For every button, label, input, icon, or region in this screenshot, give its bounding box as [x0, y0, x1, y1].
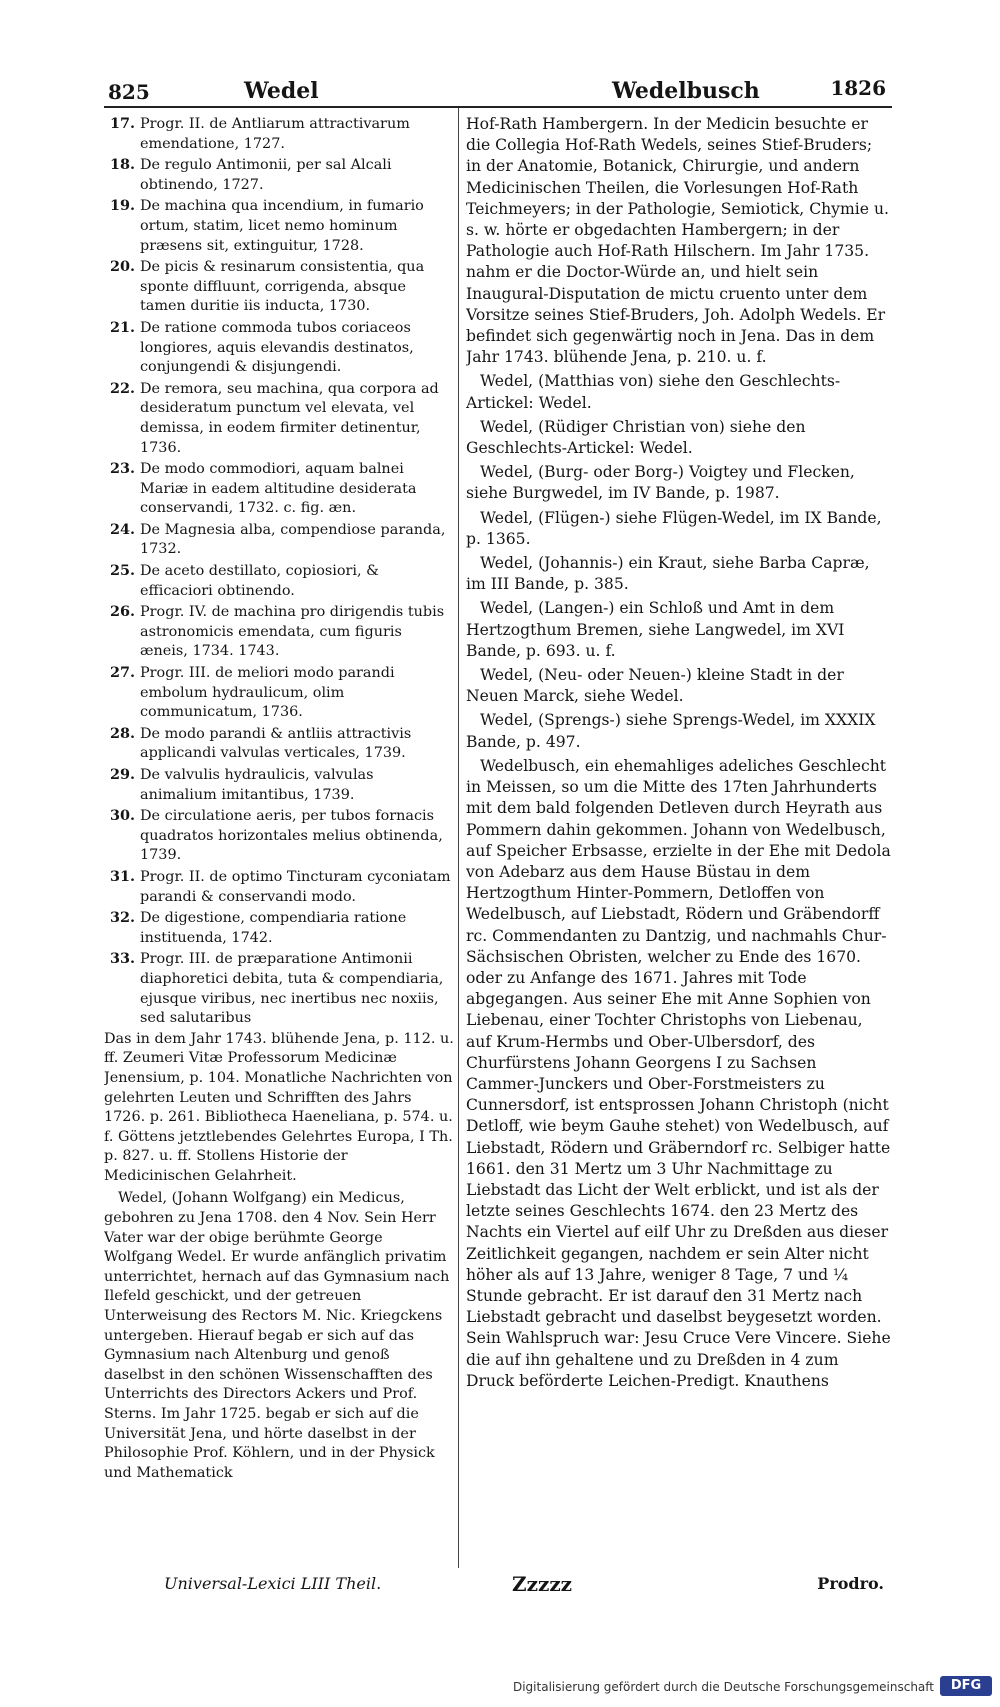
- entry-number: 28.: [110, 724, 136, 742]
- entry-number: 24.: [110, 520, 136, 538]
- bibliography-entry: [104, 908, 454, 948]
- entry-text: De regulo Antimonii, per sal Alcali obtinendo, 1727.: [140, 157, 392, 193]
- entry-number: 32.: [110, 909, 136, 927]
- entry-text: De machina qua incendium, in fumario ortum, statim, licet nemo hominum præsens sit, extinguitur, 1728.: [140, 198, 424, 254]
- bibliography-entry: [104, 867, 454, 907]
- entry-number: 21.: [110, 318, 136, 336]
- entry-text: De valvulis hydraulicis, valvulas animalium imitantibus, 1739.: [140, 767, 374, 803]
- entry-wedelbusch: Wedelbusch, ein ehemahliges adeliches Geschlecht in Meissen, so um die Mitte des 17ten Jahrhunderts mit dem bald folgenden Detleven durch Heyrath aus Pommern dahin gekommen. Johann von Wedelbusch, auf Speicher Erbsasse, erzielte in der Ehe mit Dedola von Adebarz aus dem Hause Büstau in dem Hertzogthum Hinter-Pommern, Detloffen von Wedelbusch, auf Liebstadt, Rödern und Gräbendorff rc. Commendanten zu Dantzig, und nachmahls Chur-Sächsischen Obristen, welcher zu Ende des 1670. oder zu Anfange des 1671. Jahres mit Tode abgegangen. Aus seiner Ehe mit Anne Sophien von Liebenau, einer Tochter Christophs von Liebenau, auf Krum-Hermbs und Ober-Ulbersdorf, des Churfürstens Johann Georgens I zu Sachsen Cammer-Junckers und Ober-Forstmeisters zu Cunnersdorf, ist entsprossen Johann Christoph (nicht Detloff, wie beym Gauhe stehet) von Wedelbusch, auf Liebstadt, Rödern und Gräberndorf rc. Selbiger hatte 1661. den 31 Mertz um 3 Uhr Nachmittage zu Liebstadt das Licht der Welt erblickt, und ist als der letzte seines Geschlechts 1674. den 23 Mertz des Nachts ein Viertel auf eilf Uhr zu Dreßden aus dieser Zeitlichkeit gegangen, nachdem er sein Alter nicht höher als auf 13 Jahre, weniger 8 Tage, 7 und ¼ Stunde gebracht. Er ist darauf den 31 Mertz nach Liebstadt gebracht und daselbst beygesetzt worden. Sein Wahlspruch war: Jesu Cruce Vere Vincere. Siehe die auf ihn gehaltene und zu Dreßden in 4 zum Druck beförderte Leichen-Predigt. Knauthens: [466, 756, 891, 1390]
- entry-number: 27.: [110, 664, 136, 682]
- entry-text: De picis & resinarum consistentia, qua sponte diffluunt, corrigenda, absque tamen duritie iis inducta, 1730.: [140, 259, 425, 315]
- bibliography-entry: [104, 520, 454, 560]
- bibliography-entry: [104, 663, 454, 723]
- entry-text: Progr. II. de Antliarum attractivarum emendatione, 1727.: [140, 116, 410, 152]
- right-page-number: 1826: [830, 76, 886, 100]
- entry-text: De remora, seu machina, qua corpora ad desideratum punctum vel elevata, vel demissa, in eodem firmiter detinentur, 1736.: [140, 380, 439, 456]
- page-header: [92, 66, 892, 102]
- left-running-head: Wedel: [244, 78, 319, 104]
- bibliography-entry: [104, 724, 454, 764]
- entry-text: De circulatione aeris, per tubos fornacis quadratos horizontales melius obtinenda, 1739.: [140, 808, 443, 864]
- entry-text: Progr. III. de præparatione Antimonii diaphoretici debita, tuta & compendiaria, ejusque viribus, nec inertibus nec noxiis, sed salutaribus: [140, 951, 444, 1027]
- column-divider: [458, 108, 459, 1568]
- entry-text: De Magnesia alba, compendiose paranda, 1732.: [140, 521, 446, 558]
- entry-text: De modo commodiori, aquam balnei Mariæ in eadem altitudine desiderata conservandi, 1732. c. fig. æn.: [140, 461, 417, 517]
- bibliography-entry: [104, 114, 454, 154]
- entry-text: Progr. IV. de machina pro dirigendis tubis astronomicis emendata, cum figuris æneis, 1734. 1743.: [140, 604, 445, 660]
- bibliography-entry: [104, 806, 454, 866]
- cross-reference-entry: Wedel, (Johannis-) ein Kraut, siehe Barba Capræ, im III Bande, p. 385.: [466, 554, 870, 594]
- bibliography-entry: [104, 602, 454, 662]
- digitization-credit: Digitalisierung gefördert durch die Deutsche Forschungsgemeinschaft: [512, 1680, 934, 1694]
- entry-text: De ratione commoda tubos coriaceos longiores, aquis elevandis destinatos, conjungendi & disjungendi.: [140, 319, 414, 376]
- entry-number: 33.: [110, 950, 136, 968]
- right-column: [466, 114, 891, 1395]
- entry-number: 23.: [110, 460, 136, 478]
- bibliography-entry: [104, 561, 454, 601]
- entry-number: 17.: [110, 115, 136, 132]
- cross-reference-entry: Wedel, (Burg- oder Borg-) Voigtey und Flecken, siehe Burgwedel, im IV Bande, p. 1987.: [466, 463, 855, 503]
- entry-text: De aceto destillato, copiosiori, & efficaciori obtinendo.: [140, 563, 379, 599]
- left-page-number: 825: [108, 80, 150, 104]
- entry-number: 20.: [110, 258, 136, 276]
- entry-number: 25.: [110, 562, 136, 580]
- page-footer: [92, 1568, 892, 1608]
- right-running-head: Wedelbusch: [612, 78, 760, 104]
- bibliography-entry: [104, 949, 454, 1028]
- cross-reference-entry: Wedel, (Flügen-) siehe Flügen-Wedel, im IX Bande, p. 1365.: [466, 508, 882, 548]
- entry-number: 29.: [110, 766, 136, 783]
- cross-reference-entry: Wedel, (Sprengs-) siehe Sprengs-Wedel, im XXXIX Bande, p. 497.: [466, 711, 876, 751]
- footer-volume-title: Universal-Lexici LIII Theil.: [164, 1574, 382, 1593]
- catchword: Prodro.: [817, 1574, 884, 1593]
- signature-mark: Zzzzz: [512, 1572, 573, 1596]
- cross-reference-entry: Wedel, (Neu- oder Neuen-) kleine Stadt in der Neuen Marck, siehe Wedel.: [466, 666, 844, 706]
- entry-number: 22.: [110, 379, 136, 397]
- bibliography-entry: [104, 257, 454, 317]
- bibliography-entry: [104, 765, 454, 805]
- entry-number: 31.: [110, 867, 136, 885]
- entry-text: Progr. III. de meliori modo parandi embolum hydraulicum, olim communicatum, 1736.: [140, 665, 395, 721]
- left-column: [104, 114, 454, 1486]
- entry-text: Progr. II. de optimo Tincturam cyconiatam parandi & conservandi modo.: [140, 868, 451, 905]
- bibliography-entry: [104, 196, 454, 256]
- entry-text: De modo parandi & antliis attractivis applicandi valvulas verticales, 1739.: [140, 725, 412, 762]
- entry-number: 30.: [110, 807, 136, 825]
- entry-number: 26.: [110, 603, 136, 621]
- cross-reference-entry: Wedel, (Rüdiger Christian von) siehe den Geschlechts-Artickel: Wedel.: [466, 417, 806, 458]
- bibliography-entry: [104, 379, 454, 458]
- bibliography-entry: [104, 155, 454, 195]
- bibliography-entry: [104, 459, 454, 519]
- document-page: [92, 66, 892, 1646]
- entry-number: 19.: [110, 197, 136, 215]
- cross-reference-entry: Wedel, (Langen-) ein Schloß und Amt in dem Hertzogthum Bremen, siehe Langwedel, im XVI Bande, p. 693. u. f.: [466, 599, 845, 660]
- continuation-paragraph: Hof-Rath Hambergern. In der Medicin besuchte er die Collegia Hof-Rath Wedels, seines Stief-Bruders; in der Anatomie, Botanick, Chirurgie, und andern Medicinischen Theilen, die Vorlesungen Hof-Rath Teichmeyers; in der Pathologie, Semiotick, Chymie u. s. w. hörte er obgedachten Hambergern; in der Pathologie auch Hof-Rath Hilschern. Im Jahr 1735. nahm er die Doctor-Würde an, und hielt sein Inaugural-Disputation de mictu cruento unter dem Vorsitze seines Stief-Bruders, Joh. Adolph Wedels. Er befindet sich gegenwärtig noch in Jena. Das in dem Jahr 1743. blühende Jena, p. 210. u. f.: [466, 115, 889, 367]
- sources-paragraph: Das in dem Jahr 1743. blühende Jena, p. 112. u. ff. Zeumeri Vitæ Professorum Medicinæ Jenensium, p. 104. Monatliche Nachrichten von gelehrten Leuten und Schrifften des Jahrs 1726. p. 261. Bibliotheca Haeneliana, p. 574. u. f. Göttens jetztlebendes Gelehrtes Europa, I Th. p. 827. u. ff. Stollens Historie der Medicinischen Gelahrheit.: [104, 1030, 454, 1184]
- entry-wedel-johann-wolfgang: Wedel, (Johann Wolfgang) ein Medicus, gebohren zu Jena 1708. den 4 Nov. Sein Herr Vater war der obige berühmte George Wolfgang Wedel. Er wurde anfänglich privatim unterrichtet, hernach auf das Gymnasium nach Ilefeld geschickt, und der getreuen Unterweisung des Rectors M. Nic. Kriegckens untergeben. Hierauf begab er sich auf das Gymnasium nach Altenburg und genoß daselbst in den schönen Wissenschafften des Unterrichts des Directors Ackers und Prof. Sterns. Im Jahr 1725. begab er sich auf die Universität Jena, und hörte daselbst in der Philosophie Prof. Köhlern, und in der Physick und Mathematick: [104, 1190, 450, 1481]
- dfg-logo: DFG: [940, 1676, 992, 1696]
- entry-number: 18.: [110, 156, 136, 174]
- bibliography-entry: [104, 318, 454, 378]
- header-rule: [104, 106, 892, 108]
- entry-text: De digestione, compendiaria ratione instituenda, 1742.: [140, 910, 407, 946]
- cross-reference-entry: Wedel, (Matthias von) siehe den Geschlechts-Artickel: Wedel.: [466, 372, 841, 412]
